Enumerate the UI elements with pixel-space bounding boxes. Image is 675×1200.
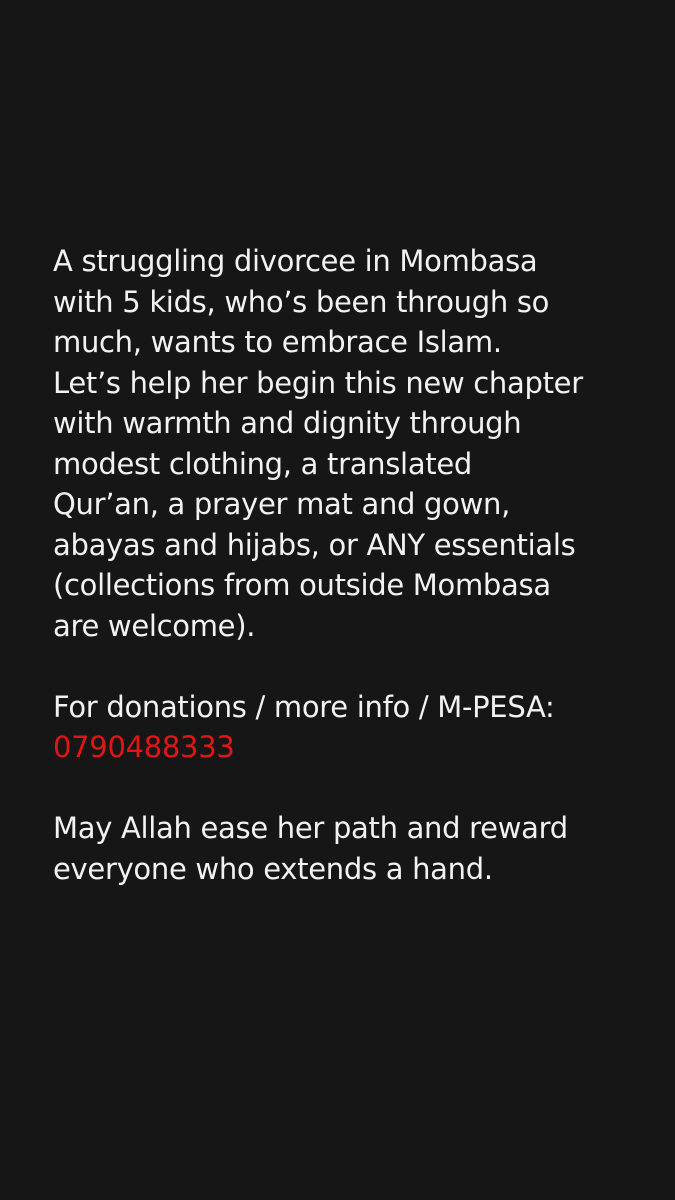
contact-label: For donations / more info / M-PESA: [53,689,555,724]
appeal-line: with warmth and dignity through [53,406,522,440]
appeal-line: abayas and hijabs, or ANY essentials [53,527,576,562]
appeal-line: with 5 kids, who’s been through so [53,284,550,319]
appeal-line: modest clothing, a translated [53,446,473,481]
appeal-line: are welcome). [53,608,256,643]
contact-paragraph [53,687,653,768]
paragraph-spacer [53,646,653,687]
blessing-paragraph [53,808,653,889]
appeal-line: A struggling divorcee in Mombasa [53,244,538,278]
appeal-paragraph [53,241,653,646]
blessing-line: May Allah ease her path and reward [53,811,568,845]
appeal-line: much, wants to embrace Islam. [53,325,502,359]
appeal-line: Let’s help her begin this new chapter [53,365,583,400]
appeal-line: (collections from outside Mombasa [53,568,551,602]
story-text-block [53,241,653,889]
blessing-line: everyone who extends a hand. [53,851,493,886]
paragraph-spacer [53,768,653,809]
appeal-line: Qur’an, a prayer mat and gown, [53,487,511,521]
phone-number[interactable]: 0790488333 [53,730,235,764]
